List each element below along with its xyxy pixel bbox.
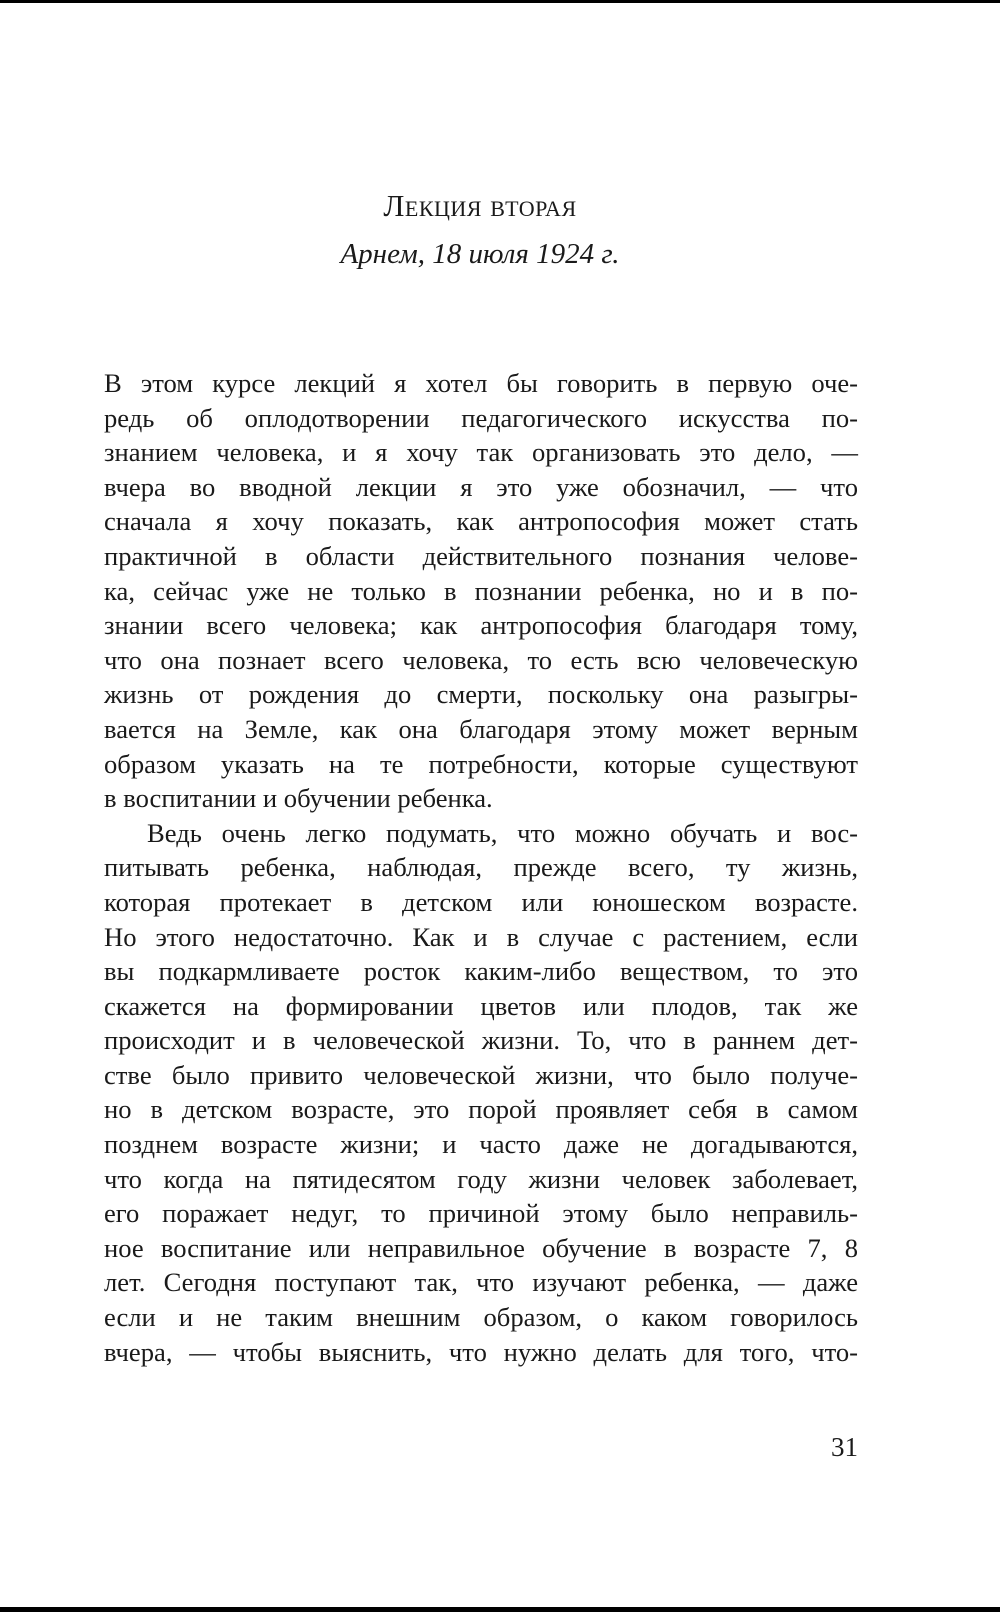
body-text	[104, 366, 858, 1369]
text-line: вчера во вводной лекции я это уже обозначил, — что	[104, 471, 858, 502]
text-line: позднем возрасте жизни; и часто даже не догадываются,	[104, 1129, 858, 1160]
text-line: ное воспитание или неправильное обучение в возрасте 7, 8	[104, 1232, 858, 1263]
text-line: знании всего человека; как антропософия благодаря тому,	[104, 610, 858, 641]
top-border	[0, 0, 1000, 3]
text-line: которая протекает в детском или юношеском возрасте.	[104, 886, 858, 917]
text-line: вчера, — чтобы выяснить, что нужно делать для того, что-	[104, 1336, 858, 1367]
text-line: знанием человека, и я хочу так организовать это дело, —	[104, 437, 858, 468]
text-line: скажется на формировании цветов или плодов, так же	[104, 990, 858, 1021]
text-line: происходит и в человеческой жизни. То, что в раннем дет-	[104, 1025, 858, 1056]
text-line: в воспитании и обучении ребенка.	[104, 783, 493, 814]
text-line: вы подкармливаете росток каким-либо веществом, то это	[104, 956, 858, 987]
text-line: ка, сейчас уже не только в познании ребенка, но и в по-	[104, 575, 858, 606]
chapter-heading	[0, 185, 960, 275]
chapter-title: Лекция вторая	[383, 188, 577, 223]
text-line: что она познает всего человека, то есть всю человеческую	[104, 644, 858, 675]
text-line: жизнь от рождения до смерти, поскольку она разыгры-	[104, 679, 858, 710]
text-line: стве было привито человеческой жизни, что было получе-	[104, 1059, 858, 1090]
text-line: редь об оплодотворении педагогического искусства по-	[104, 402, 858, 433]
text-line: его поражает недуг, то причиной этому было неправиль-	[104, 1198, 858, 1229]
text-line: В этом курсе лекций я хотел бы говорить в первую оче-	[104, 368, 858, 398]
text-line: Ведь очень легко подумать, что можно обучать и вос-	[147, 817, 858, 848]
text-line: образом указать на те потребности, которые существуют	[104, 748, 858, 779]
paragraph-2	[104, 816, 858, 1370]
text-line: но в детском возрасте, это порой проявляет себя в самом	[104, 1094, 858, 1125]
chapter-subtitle: Арнем, 18 июля 1924 г.	[340, 238, 620, 270]
text-line: сначала я хочу показать, как антропософия может стать	[104, 506, 858, 537]
text-line: лет. Сегодня поступают так, что изучают ребенка, — даже	[104, 1267, 858, 1298]
text-line: практичной в области действительного познания челове-	[104, 540, 858, 571]
text-line: если и не таким внешним образом, о каком говорилось	[104, 1302, 858, 1333]
text-line: питывать ребенка, наблюдая, прежде всего, ту жизнь,	[104, 852, 858, 883]
page-number: 31	[831, 1432, 858, 1462]
paragraph-1	[104, 366, 858, 816]
bottom-border	[0, 1607, 1000, 1612]
text-line: что когда на пятидесятом году жизни человек заболевает,	[104, 1163, 858, 1194]
text-line: Но этого недостаточно. Как и в случае с растением, если	[104, 921, 858, 952]
text-line: вается на Земле, как она благодаря этому может верным	[104, 713, 858, 744]
